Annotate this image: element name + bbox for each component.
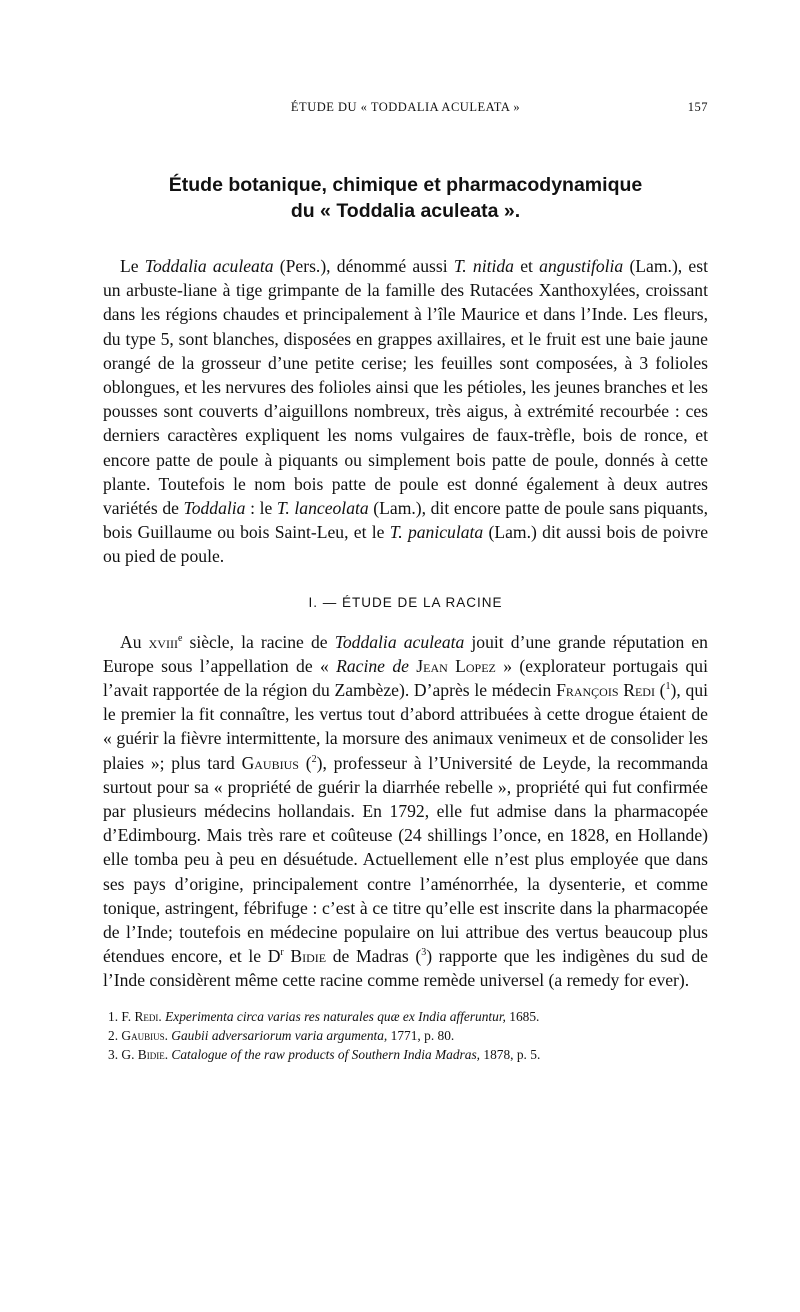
century-superscript: e (177, 632, 183, 644)
page (103, 96, 708, 1064)
intro-text: (Lam.) dit aussi bois de poivre ou pied de poule. (103, 522, 709, 567)
intro-paragraph (103, 254, 708, 569)
footnote-ref-2: 2 (311, 753, 317, 765)
racine-text: siècle, la racine de (182, 631, 335, 652)
person-name: Jean Lopez (416, 655, 496, 676)
species-name: Toddalia aculeata (334, 631, 465, 652)
species-name: angustifolia (539, 256, 624, 276)
footnote-number: 3. (108, 1046, 119, 1062)
racine-text: de Madras ( (326, 946, 422, 967)
racine-text: ( (654, 680, 666, 701)
racine-paragraph (103, 630, 708, 993)
intro-text: (Lam.), est un arbuste-liane à tige grimpante de la famille des Rutacées Xanthoxylées, croissant dans les régions chaudes et principalement à l’île Maurice et dans l’Inde. Les fleurs, du type 5, sont blanches, disposées en grappes axillaires, et le fruit est une baie jaune orangé de la grosseur d’une petite cerise; les feuilles sont composées, à 3 folioles oblongues, et les nervures des folioles ainsi que les pétioles, les jeunes branches et les pousses sont couverts d’aiguillons nombreux, très aigus, à extrémité recourbée : ces derniers caractères expliquent les noms vulgaires de faux-trèfle, bois de ronce, et encore patte de poule à piquants ou simplement bois patte de poule, donnés à cette plante. Toutefois le nom bois patte de poule est donné également à deux autres variétés de (103, 256, 708, 519)
doctor-superscript: r (280, 947, 284, 959)
footnote-number: 1. (108, 1008, 119, 1024)
footnote-author: G. Bidie. (121, 1046, 169, 1062)
intro-text: : le (245, 498, 277, 519)
remedy-name: Racine de (336, 655, 409, 676)
species-name: Toddalia aculeata (144, 256, 274, 276)
intro-text: (Pers.), dénommé aussi (273, 256, 454, 276)
footnotes (103, 1007, 708, 1064)
person-name: Bidie (290, 946, 327, 967)
footnote-year: 1878, p. 5. (483, 1046, 541, 1062)
species-name: T. paniculata (389, 522, 484, 543)
footnote-title: Catalogue of the raw products of Southern India Madras, (171, 1046, 481, 1062)
species-name: T. nitida (453, 256, 514, 276)
running-title: ÉTUDE DU « TODDALIA ACULEATA » (290, 100, 521, 114)
article-title-line-1: Étude botanique, chimique et pharmacodynamique (168, 174, 643, 196)
footnote-2 (103, 1026, 708, 1045)
person-name: François Redi (556, 680, 655, 701)
racine-text: ), qui le premier la fit connaître, les vertus tout d’abord attribuées à cette drogue étaient de « guérir la fièvre intermittente, la morsure des animaux venimeux et de consolider les plaies »; plus tard (103, 680, 709, 773)
footnote-title: Gaubii adversariorum varia argumenta, (171, 1027, 388, 1043)
intro-text: (Lam.), dit encore patte de poule sans piquants, bois Guillaume ou bois Saint-Leu, et le (103, 498, 709, 543)
intro-text: et (513, 256, 540, 276)
footnote-year: 1771, p. 80. (390, 1027, 455, 1043)
article-title-line-2: du « Toddalia aculeata ». (290, 200, 521, 222)
genus-name: Toddalia (183, 498, 246, 519)
footnote-ref-1: 1 (665, 681, 671, 693)
footnote-3 (103, 1045, 708, 1064)
footnote-number: 2. (108, 1027, 119, 1043)
footnote-author: Gaubius. (121, 1027, 168, 1043)
racine-text: jouit d’une grande réputation en Europe sous l’appellation de « (103, 631, 708, 676)
racine-text: ), professeur à l’Université de Leyde, la recommanda surtout pour sa « propriété de guérir la diarrhée rebelle », propriété qui fut confirmée par plusieurs médecins hollandais. En 1792, elle fut admise dans la pharmacopée d’Edimbourg. Mais très rare et coûteuse (24 shillings l’once, en 1828, en Hollande) elle tomba peu à peu en désuétude. Actuellement elle n’est plus employée que dans ses pays d’origine, principalement contre l’aménorrhée, la dysenterie, et comme tonique, astringent, fébrifuge : c’est à ce titre qu’elle est inscrite dans la pharmacopée de l’Inde; toutefois en médecine populaire on lui attribue des vertus beaucoup plus étendues encore, et le D (103, 752, 709, 967)
footnote-1 (103, 1007, 708, 1026)
species-name: T. lanceolata (276, 498, 369, 519)
person-name: Gaubius (241, 752, 299, 773)
footnote-ref-3: 3 (421, 947, 427, 959)
racine-text: ) rapporte que les indigènes du sud de l’Inde considèrent même cette racine comme remède universel (a remedy for ever). (103, 946, 708, 991)
section-heading: I. — ÉTUDE DE LA RACINE (308, 594, 503, 610)
page-number: 157 (687, 100, 708, 114)
racine-text: » (explorateur portugais qui l’avait rapportée de la région du Zambèze). D’après le médecin (103, 655, 708, 701)
century-numeral: xviii (148, 631, 178, 652)
racine-text: ( (298, 752, 312, 773)
running-head (103, 96, 708, 120)
article-title (103, 172, 708, 224)
footnote-title: Experimenta circa varias res naturales quæ ex India afferuntur, (165, 1008, 506, 1024)
footnote-year: 1685. (509, 1008, 540, 1024)
footnote-author: F. Redi. (121, 1008, 162, 1024)
intro-text: Le (120, 256, 145, 276)
racine-text: Au (120, 631, 149, 652)
